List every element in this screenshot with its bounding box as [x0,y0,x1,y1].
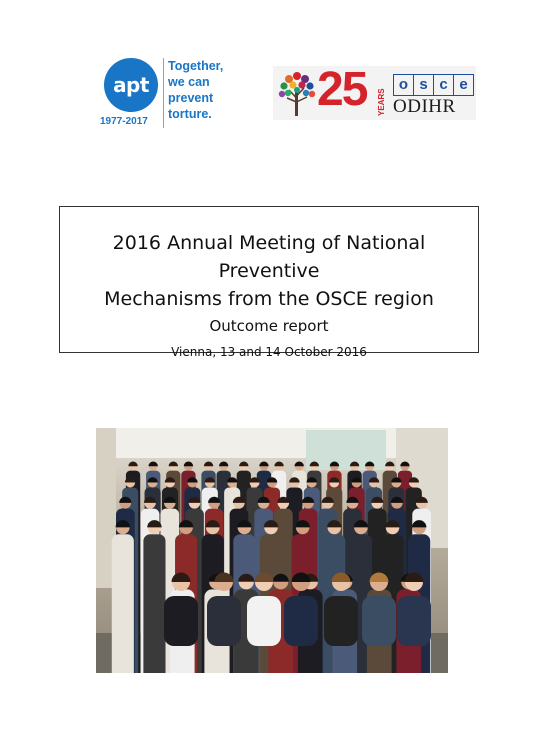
osce-letter: o [393,74,414,96]
apt-logo-mark: apt [104,58,158,112]
anniversary-number: 25 [317,63,367,116]
report-title-line: 2016 Annual Meeting of National Preventive [112,232,426,282]
report-title [60,229,478,313]
years-vertical [377,72,387,116]
apt-logo-years: 1977-2017 [100,116,148,127]
apt-tagline-line: torture. [168,107,212,121]
years-word: YEARS [377,88,386,116]
tree-icon [277,68,317,118]
apt-tagline-line: we can [168,75,210,89]
group-photo [96,428,448,673]
apt-logo [100,58,240,130]
apt-tagline-line: prevent [168,91,214,105]
osce-letter: c [433,74,454,96]
osce-wordmark [393,74,473,94]
osce-letter: s [413,74,434,96]
report-dateline: Vienna, 13 and 14 October 2016 [171,345,367,359]
title-box [59,206,479,359]
group-photo-image [96,428,448,673]
osce-letter: e [453,74,474,96]
apt-logo-tagline [168,58,223,122]
report-title-line: Mechanisms from the OSCE region [104,288,434,310]
osce-odihr-logo [273,63,476,120]
apt-tagline-line: Together, [168,59,224,73]
report-subtitle: Outcome report [209,317,329,335]
apt-logo-divider [163,58,164,128]
odihr-wordmark: ODIHR [393,96,456,117]
